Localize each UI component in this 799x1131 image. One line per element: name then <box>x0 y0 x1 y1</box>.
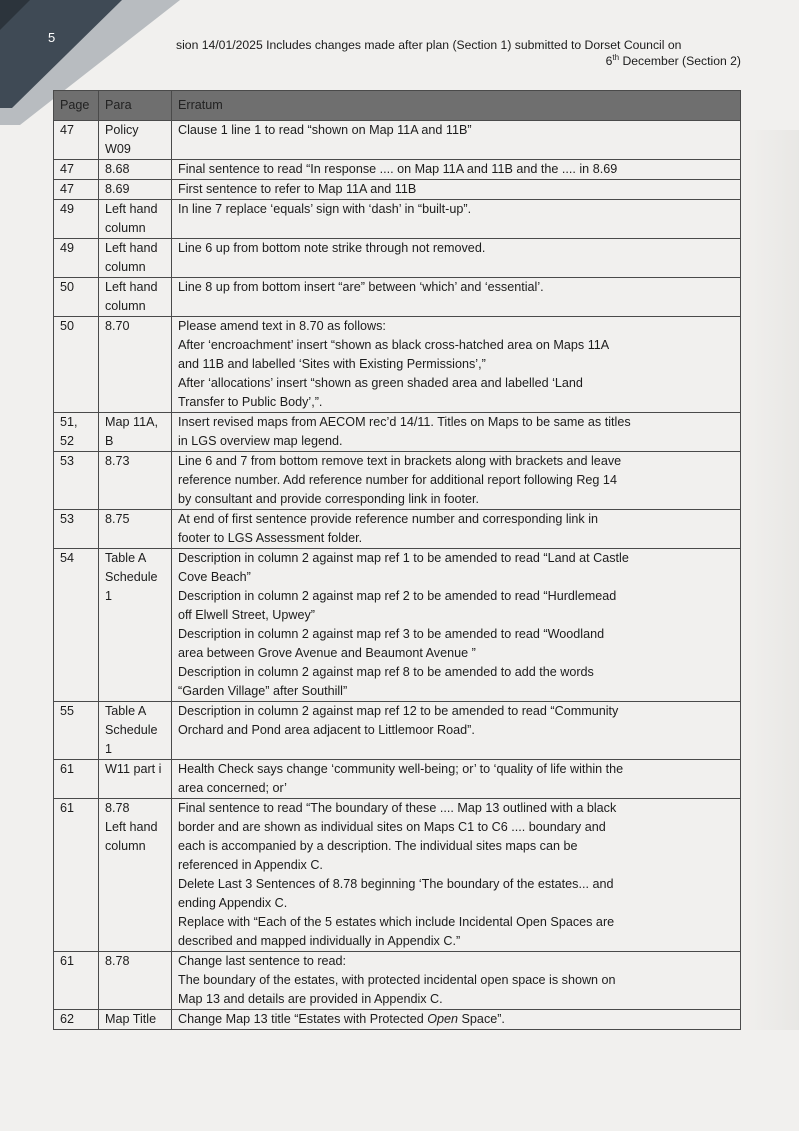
cell-erratum <box>172 452 741 510</box>
para-line: Schedule 1 <box>105 570 158 603</box>
cell-page: 61 <box>54 760 99 799</box>
cell-page: 62 <box>54 1010 99 1030</box>
erratum-line: each is accompanied by a description. The individual sites maps can be <box>178 839 578 853</box>
erratum-line: Delete Last 3 Sentences of 8.78 beginning ‘The boundary of the estates... and <box>178 877 614 891</box>
cell-erratum <box>172 200 741 239</box>
cell-para <box>99 799 172 952</box>
erratum-line: After ‘allocations’ insert “shown as green shaded area and labelled ‘Land <box>178 376 583 390</box>
errata-table-body <box>54 121 741 1030</box>
erratum-line: Orchard and Pond area adjacent to Littlemoor Road”. <box>178 723 475 737</box>
cell-para <box>99 452 172 510</box>
erratum-line: Insert revised maps from AECOM rec’d 14/11. Titles on Maps to be same as titles <box>178 415 631 429</box>
cell-erratum <box>172 121 741 160</box>
para-line: column <box>105 260 146 274</box>
table-row <box>54 952 741 1010</box>
cell-para <box>99 180 172 200</box>
header-date-day: 6 <box>605 54 613 68</box>
table-row <box>54 760 741 799</box>
table-row <box>54 239 741 278</box>
cell-para <box>99 1010 172 1030</box>
erratum-line: After ‘encroachment’ insert “shown as black cross-hatched area on Maps 11A <box>178 338 610 352</box>
table-row <box>54 702 741 760</box>
para-line: 8.69 <box>105 182 130 196</box>
cell-para <box>99 317 172 413</box>
erratum-line: referenced in Appendix C. <box>178 858 323 872</box>
cell-page: 53 <box>54 452 99 510</box>
table-header-row <box>54 91 741 121</box>
cell-erratum <box>172 549 741 702</box>
para-line: 8.75 <box>105 512 130 526</box>
cell-para <box>99 549 172 702</box>
cell-page: 47 <box>54 121 99 160</box>
para-line: Left hand <box>105 202 158 216</box>
para-line: Table A <box>105 704 147 718</box>
para-line: 8.78 <box>105 954 130 968</box>
cell-page: 47 <box>54 180 99 200</box>
erratum-line: The boundary of the estates, with protected incidental open space is shown on <box>178 973 616 987</box>
cell-para <box>99 760 172 799</box>
erratum-line: described and mapped individually in Appendix C.” <box>178 934 461 948</box>
cell-erratum <box>172 317 741 413</box>
erratum-line: Description in column 2 against map ref 1 to be amended to read “Land at Castle <box>178 551 629 565</box>
para-line: W09 <box>105 142 131 156</box>
cell-erratum <box>172 702 741 760</box>
erratum-text-italic: Open <box>427 1012 459 1026</box>
table-row <box>54 799 741 952</box>
erratum-line: Description in column 2 against map ref 2 to be amended to read “Hurdlemead <box>178 589 617 603</box>
para-line: column <box>105 299 146 313</box>
cell-erratum <box>172 239 741 278</box>
erratum-line: At end of first sentence provide reference number and corresponding link in <box>178 512 599 526</box>
erratum-line: Description in column 2 against map ref 12 to be amended to read “Community <box>178 704 619 718</box>
para-line: Left hand <box>105 280 158 294</box>
para-line: B <box>105 434 114 448</box>
table-row <box>54 549 741 702</box>
erratum-line: Description in column 2 against map ref 3 to be amended to read “Woodland <box>178 627 605 641</box>
para-line: Left hand <box>105 820 158 834</box>
erratum-line: “Garden Village” after Southill” <box>178 684 348 698</box>
para-line: 8.73 <box>105 454 130 468</box>
cell-para <box>99 952 172 1010</box>
cell-erratum <box>172 413 741 452</box>
para-line: Map Title <box>105 1012 157 1026</box>
table-row <box>54 413 741 452</box>
cell-erratum <box>172 952 741 1010</box>
table-row <box>54 510 741 549</box>
para-line: Map 11A, <box>105 415 158 429</box>
erratum-line: First sentence to refer to Map 11A and 11B <box>178 182 417 196</box>
erratum-line: Clause 1 line 1 to read “shown on Map 11A and 11B” <box>178 123 472 137</box>
erratum-line: by consultant and provide corresponding link in footer. <box>178 492 480 506</box>
table-row <box>54 278 741 317</box>
para-line: 8.68 <box>105 162 130 176</box>
erratum-line: border and are shown as individual sites on Maps C1 to C6 .... boundary and <box>178 820 606 834</box>
cell-erratum <box>172 799 741 952</box>
erratum-line: Line 8 up from bottom insert “are” between ‘which’ and ‘essential’. <box>178 280 544 294</box>
cell-erratum <box>172 1010 741 1030</box>
table-row <box>54 160 741 180</box>
para-line: W11 part i <box>105 762 162 776</box>
table-row <box>54 200 741 239</box>
para-line: 8.70 <box>105 319 130 333</box>
cell-page: 50 <box>54 317 99 413</box>
para-line: Policy <box>105 123 139 137</box>
cell-page: 47 <box>54 160 99 180</box>
erratum-line: footer to LGS Assessment folder. <box>178 531 363 545</box>
cell-para <box>99 200 172 239</box>
para-line: 8.78 <box>105 801 130 815</box>
cell-erratum <box>172 180 741 200</box>
header-page: Page <box>54 91 99 121</box>
table-row <box>54 1010 741 1030</box>
header-line-1: sion 14/01/2025 Includes changes made after plan (Section 1) submitted to Dorset Council on <box>176 38 682 52</box>
erratum-line: and 11B and labelled ‘Sites with Existing Permissions’,” <box>178 357 486 371</box>
cell-page: 49 <box>54 239 99 278</box>
para-line: Table A <box>105 551 147 565</box>
table-row <box>54 180 741 200</box>
erratum-line: ending Appendix C. <box>178 896 288 910</box>
erratum-line: Line 6 up from bottom note strike through not removed. <box>178 241 486 255</box>
header-date-rest: December (Section 2) <box>619 54 741 68</box>
erratum-line: off Elwell Street, Upwey” <box>178 608 315 622</box>
header-line-2 <box>176 53 741 69</box>
erratum-line: Change last sentence to read: <box>178 954 347 968</box>
cell-erratum <box>172 760 741 799</box>
cell-erratum <box>172 160 741 180</box>
cell-page: 51, 52 <box>54 413 99 452</box>
page-number: 5 <box>48 30 56 45</box>
table-row <box>54 121 741 160</box>
header-date-suffix: th <box>612 52 620 62</box>
erratum-line: Replace with “Each of the 5 estates which include Incidental Open Spaces are <box>178 915 615 929</box>
erratum-line: area between Grove Avenue and Beaumont Avenue ” <box>178 646 476 660</box>
para-line: column <box>105 221 146 235</box>
document-header <box>176 37 741 69</box>
cell-page: 55 <box>54 702 99 760</box>
cell-para <box>99 278 172 317</box>
cell-page: 53 <box>54 510 99 549</box>
cell-erratum <box>172 510 741 549</box>
para-line: column <box>105 839 146 853</box>
cell-page: 49 <box>54 200 99 239</box>
erratum-line: in LGS overview map legend. <box>178 434 343 448</box>
erratum-text-after: Space”. <box>458 1012 505 1026</box>
table-row <box>54 452 741 510</box>
errata-table <box>53 90 741 1030</box>
cell-para <box>99 121 172 160</box>
cell-para <box>99 510 172 549</box>
erratum-line: Description in column 2 against map ref 8 to be amended to add the words <box>178 665 594 679</box>
cell-page: 61 <box>54 799 99 952</box>
cell-page: 61 <box>54 952 99 1010</box>
table-row <box>54 317 741 413</box>
erratum-line: In line 7 replace ‘equals’ sign with ‘dash’ in “built-up”. <box>178 202 472 216</box>
header-erratum: Erratum <box>172 91 741 121</box>
erratum-line: reference number. Add reference number for additional report following Reg 14 <box>178 473 617 487</box>
erratum-line: Final sentence to read “The boundary of these .... Map 13 outlined with a black <box>178 801 617 815</box>
cell-page: 50 <box>54 278 99 317</box>
para-line: Schedule 1 <box>105 723 158 756</box>
cell-para <box>99 702 172 760</box>
paper-shadow <box>739 130 799 1030</box>
cell-para <box>99 239 172 278</box>
cell-para <box>99 413 172 452</box>
cell-page: 54 <box>54 549 99 702</box>
erratum-text-before: Change Map 13 title “Estates with Protected <box>178 1012 428 1026</box>
erratum-line: Cove Beach” <box>178 570 251 584</box>
cell-erratum <box>172 278 741 317</box>
cell-para <box>99 160 172 180</box>
erratum-line: area concerned; or’ <box>178 781 287 795</box>
erratum-line: Transfer to Public Body’,”. <box>178 395 323 409</box>
erratum-line: Health Check says change ‘community well-being; or’ to ‘quality of life within the <box>178 762 624 776</box>
erratum-line: Line 6 and 7 from bottom remove text in brackets along with brackets and leave <box>178 454 622 468</box>
header-para: Para <box>99 91 172 121</box>
erratum-line: Please amend text in 8.70 as follows: <box>178 319 386 333</box>
erratum-line: Map 13 and details are provided in Appendix C. <box>178 992 443 1006</box>
erratum-line: Final sentence to read “In response .... on Map 11A and 11B and the .... in 8.69 <box>178 162 618 176</box>
para-line: Left hand <box>105 241 158 255</box>
